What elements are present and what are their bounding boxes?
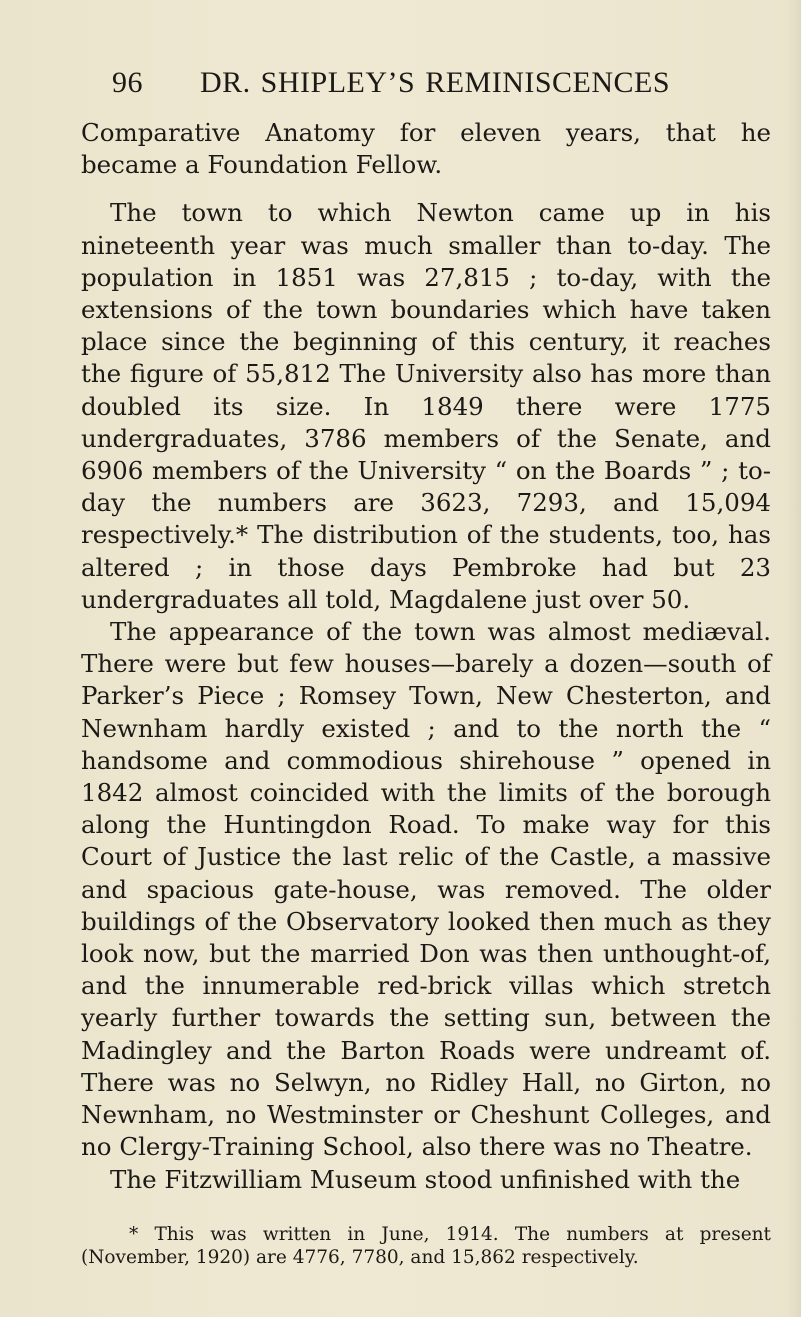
page-header [112,66,772,106]
paragraph-continuation: Comparative Anatomy for eleven years, that he became a Foundation Fellow. [81,118,771,180]
paragraph-fitzwilliam: The Fitzwilliam Museum stood unfinished with the [110,1164,741,1194]
body-text [81,117,771,1196]
paragraph-town-appearance: The appearance of the town was almost mediæval. There were but few houses—barely a dozen—south of Parker’s Piece ; Romsey Town, New Chesterton, and Newnham hardly existed ; and to the north the “ handsome and commodious shirehouse ” opened in 1842 almost coincided with the limits of the borough along the Huntingdon Road. To make way for this Court of Justice the last relic of the Castle, a massive and spacious gate-house, was removed. The older buildings of the Observatory looked then much as they look now, but the married Don was then unthought-of, and the innumerable red-brick villas which stretch yearly further towards the setting sun, between the Madingley and the Barton Roads were undreamt of. There was no Selwyn, no Ridley Hall, no Girton, no Newnham, no Westminster or Cheshunt Colleges, and no Clergy-Training School, also there was no Theatre. [81,617,771,1162]
page-edge-shadow [787,0,801,1317]
running-head: DR. SHIPLEY’S REMINISCENCES [200,66,671,99]
footnote [81,1223,771,1269]
paragraph-town-population: The town to which Newton came up in his nineteenth year was much smaller than to-day. The population in 1851 was 27,815 ; to-day, with the extensions of the town boundaries which have taken place since the beginning of this century, it reaches the figure of 55,812 The University also has more than doubled its size. In 1849 there were 1775 undergraduates, 3786 members of the Senate, and 6906 members of the University “ on the Boards ” ; to-day the numbers are 3623, 7293, and 15,094 respectively.* The distribution of the students, too, has altered ; in those days Pembroke had but 23 undergraduates all told, Magdalene just over 50. [81,198,771,614]
footnote-text: * This was written in June, 1914. The numbers at present (November, 1920) are 4776, 7780, and 15,862 respectively. [81,1224,771,1268]
page-number: 96 [112,66,143,99]
